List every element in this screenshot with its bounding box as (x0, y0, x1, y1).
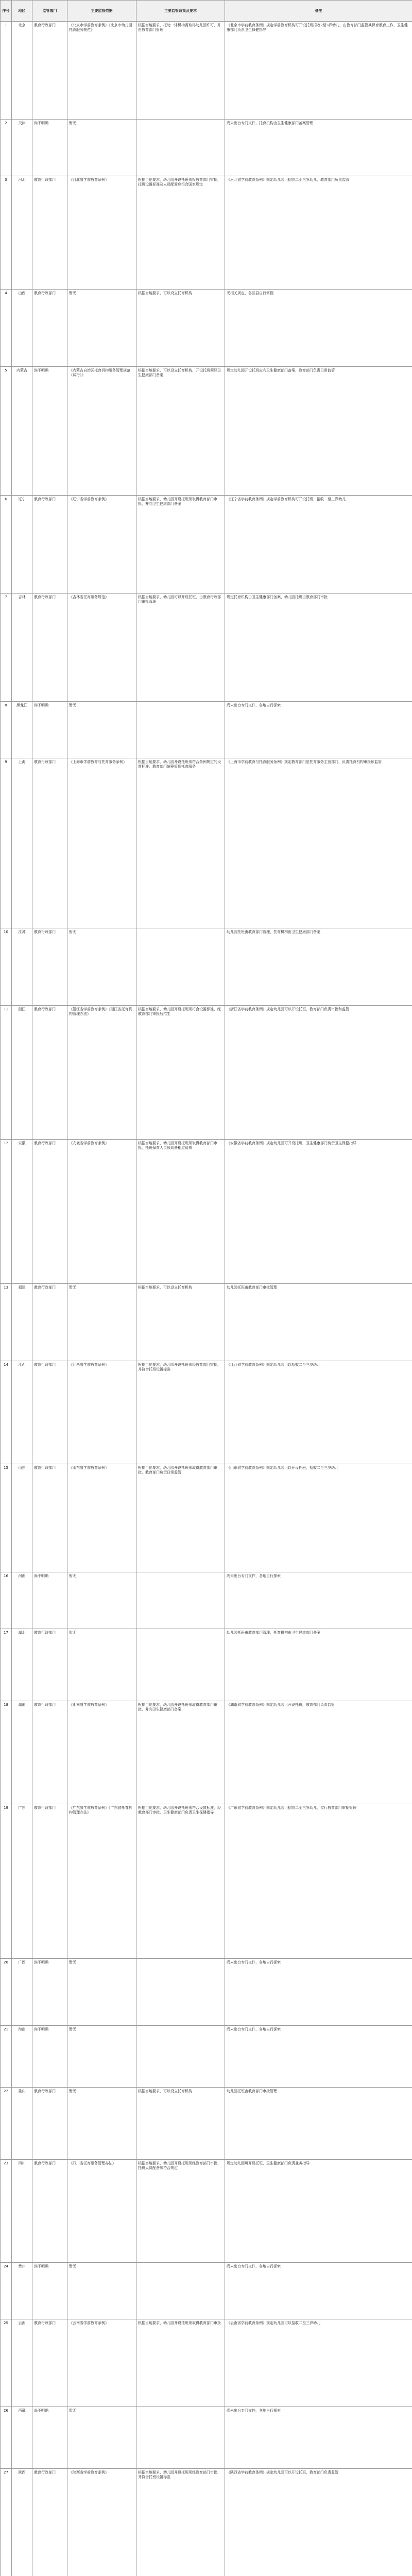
cell-dept: 尚不明确 (32, 2407, 67, 2469)
cell-region: 吉林 (12, 594, 32, 702)
cell-note: 《安徽省学前教育条例》规定幼儿园可开设托班，卫生健康部门负责卫生保健指导 (225, 1140, 412, 1284)
cell-region: 山东 (12, 1464, 32, 1572)
cell-no: 3 (1, 176, 12, 290)
cell-region: 天津 (12, 120, 32, 176)
table-row (1, 1284, 412, 1361)
cell-basis: 暂无 (67, 2026, 136, 2088)
cell-no: 26 (1, 2407, 12, 2469)
cell-policy: 根据当地要求，幼儿园开设托班须取得教育部门审批，托班保育人员须具备相应资质 (136, 1140, 225, 1284)
cell-basis: 暂无 (67, 1572, 136, 1629)
cell-note: 尚未出台专门文件，各地自行探索 (225, 2026, 412, 2088)
cell-note: 尚未出台专门文件，托育机构由卫生健康部门备案管理 (225, 120, 412, 176)
cell-policy: 根据当地要求，幼儿园开设托班须经教育部门审批，并符合托班设置标准 (136, 2469, 225, 2576)
cell-no: 10 (1, 928, 12, 1006)
table-row (1, 2026, 412, 2088)
table-row (1, 1464, 412, 1572)
cell-no: 20 (1, 1959, 12, 2026)
cell-policy (136, 702, 225, 758)
cell-policy (136, 1572, 225, 1629)
cell-no: 24 (1, 2263, 12, 2319)
cell-region: 陕西 (12, 2469, 32, 2576)
cell-policy: 根据当地要求，幼儿园开设托班须取得教育部门审批，教育部门负责日常监管 (136, 1464, 225, 1572)
cell-policy: 根据当地要求，可以设立托育机构，开设托班须经卫生健康部门备案 (136, 367, 225, 496)
cell-note: 《江西省学前教育条例》规定幼儿园可以招收二至三岁幼儿 (225, 1361, 412, 1464)
cell-dept: 教育行政部门 (32, 1701, 67, 1804)
table-row (1, 1006, 412, 1140)
cell-no: 12 (1, 1140, 12, 1284)
header-region: 地区 (12, 1, 32, 22)
cell-note: 幼儿园托班由教育部门管理，托育机构由卫生健康部门备案 (225, 1629, 412, 1701)
cell-no: 5 (1, 367, 12, 496)
cell-note: 《湖南省学前教育条例》规定幼儿园可开设托班，教育部门负责监管 (225, 1701, 412, 1804)
cell-dept: 教育行政部门 (32, 1804, 67, 1959)
cell-note: 《广东省学前教育条例》规定幼儿园可招收二至三岁幼儿，实行教育部门审批管理 (225, 1804, 412, 1959)
cell-policy (136, 1629, 225, 1701)
table-row (1, 1361, 412, 1464)
cell-region: 内蒙古 (12, 367, 32, 496)
cell-note: 无相关规定，各区县自行掌握 (225, 290, 412, 367)
cell-policy: 根据当地要求，幼儿园开设托班须取得教育部门审批 (136, 2319, 225, 2407)
cell-no: 7 (1, 594, 12, 702)
cell-no: 14 (1, 1361, 12, 1464)
cell-policy: 根据当地要求，可以设立托育机构 (136, 2088, 225, 2160)
cell-dept: 尚不明确 (32, 702, 67, 758)
cell-no: 22 (1, 2088, 12, 2160)
cell-no: 1 (1, 22, 12, 120)
cell-no: 8 (1, 702, 12, 758)
cell-dept: 教育行政部门 (32, 1140, 67, 1284)
table-row (1, 2407, 412, 2469)
header-no: 序号 (1, 1, 12, 22)
cell-dept: 教育行政部门 (32, 2469, 67, 2576)
cell-basis: 《吉林省托育服务规范》 (67, 594, 136, 702)
cell-region: 河北 (12, 176, 32, 290)
cell-policy (136, 1959, 225, 2026)
cell-region: 广东 (12, 1804, 32, 1959)
cell-no: 2 (1, 120, 12, 176)
cell-no: 16 (1, 1572, 12, 1629)
cell-dept: 尚不明确 (32, 1959, 67, 2026)
cell-region: 海南 (12, 2026, 32, 2088)
cell-note: 《云南省学前教育条例》规定幼儿园可以招收二至三岁幼儿 (225, 2319, 412, 2407)
cell-basis: 暂无 (67, 120, 136, 176)
cell-dept: 尚不明确 (32, 1572, 67, 1629)
cell-note: 《北京市学前教育条例》规定学前教育机构可开设托班招收2至3岁幼儿，由教育部门监管其保育教育工作，卫生健康部门负责卫生保健指导 (225, 22, 412, 120)
table-row (1, 1629, 412, 1701)
cell-region: 上海 (12, 758, 32, 928)
cell-dept: 尚不明确 (32, 120, 67, 176)
table-row (1, 1804, 412, 1959)
cell-basis: 《河北省学前教育条例》 (67, 176, 136, 290)
cell-no: 6 (1, 496, 12, 594)
cell-basis: 《山东省学前教育条例》 (67, 1464, 136, 1572)
cell-dept: 教育行政部门 (32, 2160, 67, 2263)
cell-basis: 《湖南省学前教育条例》 (67, 1701, 136, 1804)
table-row (1, 1140, 412, 1284)
cell-region: 辽宁 (12, 496, 32, 594)
table-row (1, 120, 412, 176)
cell-note: 规定幼儿园开设托班应向卫生健康部门备案，教育部门负责日常监管 (225, 367, 412, 496)
table-row (1, 2160, 412, 2263)
table-row (1, 2263, 412, 2319)
cell-dept: 教育行政部门 (32, 1284, 67, 1361)
cell-policy (136, 2026, 225, 2088)
cell-policy: 根据当地要求，幼儿园可以开设托班，由教育行政部门审批管理 (136, 594, 225, 702)
cell-basis: 《云南省学前教育条例》 (67, 2319, 136, 2407)
cell-region: 四川 (12, 2160, 32, 2263)
cell-policy: 根据当地要求，幼儿园开设托班须取得教育部门审批，并向卫生健康部门备案 (136, 1701, 225, 1804)
cell-note: 规定幼儿园可开设托班，卫生健康部门负责业务指导 (225, 2160, 412, 2263)
cell-region: 贵州 (12, 2263, 32, 2319)
cell-dept: 教育行政部门 (32, 2319, 67, 2407)
cell-note: 幼儿园托班由教育部门审批管理 (225, 2088, 412, 2160)
cell-basis: 暂无 (67, 290, 136, 367)
cell-basis: 暂无 (67, 702, 136, 758)
cell-policy (136, 120, 225, 176)
table-row (1, 2319, 412, 2407)
table-row (1, 928, 412, 1006)
cell-region: 江西 (12, 1361, 32, 1464)
cell-policy: 根据当地要求，幼儿园开设托班须经教育部门审批，托班人员配备须符合规定 (136, 2160, 225, 2263)
cell-note: 《山东省学前教育条例》规定幼儿园可以开设托班，招收二至三岁幼儿 (225, 1464, 412, 1572)
cell-note: 《辽宁省学前教育条例》规定学前教育机构可开设托班，招收二至三岁幼儿 (225, 496, 412, 594)
cell-region: 西藏 (12, 2407, 32, 2469)
cell-policy: 根据当地要求，幼儿园开设托班须取得教育部门审批，并向卫生健康部门备案 (136, 496, 225, 594)
cell-note: 《上海市学前教育与托育服务条例》规定教育部门是托育服务主管部门，负责托育机构审批和监管 (225, 758, 412, 928)
table-row (1, 176, 412, 290)
cell-basis: 《浙江省学前教育条例》《浙江省托育机构管理办法》 (67, 1006, 136, 1140)
cell-dept: 教育行政部门 (32, 2088, 67, 2160)
cell-policy: 根据当地要求，托幼一体机构需取得幼儿园许可，并由教育部门管理 (136, 22, 225, 120)
cell-dept: 教育行政部门 (32, 928, 67, 1006)
cell-policy: 根据当地要求，可以设立托育机构 (136, 1284, 225, 1361)
cell-region: 山西 (12, 290, 32, 367)
table-header-row (1, 1, 412, 22)
cell-note: 《浙江省学前教育条例》规定幼儿园可以开设托班，教育部门负责审批和监管 (225, 1006, 412, 1140)
cell-dept: 教育行政部门 (32, 1464, 67, 1572)
cell-dept: 教育行政部门 (32, 496, 67, 594)
cell-policy (136, 928, 225, 1006)
cell-basis: 暂无 (67, 2407, 136, 2469)
table-row (1, 1701, 412, 1804)
cell-no: 23 (1, 2160, 12, 2263)
cell-basis: 《上海市学前教育与托育服务条例》 (67, 758, 136, 928)
cell-basis: 《辽宁省学前教育条例》 (67, 496, 136, 594)
cell-basis: 暂无 (67, 1629, 136, 1701)
cell-policy (136, 2407, 225, 2469)
cell-dept: 教育行政部门 (32, 758, 67, 928)
cell-no: 27 (1, 2469, 12, 2576)
cell-region: 广西 (12, 1959, 32, 2026)
cell-dept: 教育行政部门 (32, 176, 67, 290)
table-row (1, 702, 412, 758)
cell-no: 19 (1, 1804, 12, 1959)
cell-region: 湖北 (12, 1629, 32, 1701)
cell-note: 尚未出台专门文件，各地自行探索 (225, 702, 412, 758)
table-row (1, 594, 412, 702)
cell-region: 江苏 (12, 928, 32, 1006)
cell-basis: 《江西省学前教育条例》 (67, 1361, 136, 1464)
cell-region: 安徽 (12, 1140, 32, 1284)
table-body (1, 22, 412, 2576)
cell-policy: 根据当地要求，幼儿园开设托班须符合条例规定的设置标准，教育部门统筹管理托育服务 (136, 758, 225, 928)
cell-note: 幼儿园托班由教育部门管理，托育机构由卫生健康部门备案 (225, 928, 412, 1006)
cell-no: 15 (1, 1464, 12, 1572)
cell-region: 云南 (12, 2319, 32, 2407)
cell-note: 幼儿园托班由教育部门审批管理 (225, 1284, 412, 1361)
table-row (1, 496, 412, 594)
cell-no: 25 (1, 2319, 12, 2407)
cell-note: 《河北省学前教育条例》规定幼儿园可招收二至三岁幼儿，教育部门负责监管 (225, 176, 412, 290)
cell-basis: 《广东省学前教育条例》《广东省托育机构管理办法》 (67, 1804, 136, 1959)
cell-basis: 《四川省托育服务管理办法》 (67, 2160, 136, 2263)
cell-basis: 暂无 (67, 928, 136, 1006)
cell-dept: 教育行政部门 (32, 22, 67, 120)
cell-region: 北京 (12, 22, 32, 120)
cell-region: 浙江 (12, 1006, 32, 1140)
header-policy: 主要监管政策及要求 (136, 1, 225, 22)
cell-note: 尚未出台专门文件，各地自行探索 (225, 1959, 412, 2026)
cell-no: 17 (1, 1629, 12, 1701)
cell-dept: 尚不明确 (32, 2263, 67, 2319)
cell-policy: 根据当地要求，幼儿园开设托班须报教育部门审批，托班设置标准及人员配置应符合国家规定 (136, 176, 225, 290)
cell-no: 21 (1, 2026, 12, 2088)
cell-dept: 教育行政部门 (32, 594, 67, 702)
table-row (1, 367, 412, 496)
cell-dept: 教育行政部门 (32, 1006, 67, 1140)
table-row (1, 22, 412, 120)
cell-note: 规定托育机构由卫生健康部门备案，幼儿园托班由教育部门审批 (225, 594, 412, 702)
table-row (1, 1959, 412, 2026)
cell-note: 《陕西省学前教育条例》规定幼儿园可以开设托班，教育部门负责监管 (225, 2469, 412, 2576)
cell-dept: 尚不明确 (32, 367, 67, 496)
cell-dept: 尚不明确 (32, 2026, 67, 2088)
cell-basis: 暂无 (67, 1959, 136, 2026)
table-row (1, 290, 412, 367)
cell-dept: 教育行政部门 (32, 1361, 67, 1464)
cell-policy: 根据当地要求，可以设立托育机构 (136, 290, 225, 367)
header-dept: 监管部门 (32, 1, 67, 22)
cell-dept: 教育行政部门 (32, 1629, 67, 1701)
header-note: 备注 (225, 1, 412, 22)
cell-no: 18 (1, 1701, 12, 1804)
cell-region: 湖南 (12, 1701, 32, 1804)
cell-region: 重庆 (12, 2088, 32, 2160)
cell-basis: 《安徽省学前教育条例》 (67, 1140, 136, 1284)
table-row (1, 758, 412, 928)
cell-basis: 暂无 (67, 2088, 136, 2160)
cell-region: 福建 (12, 1284, 32, 1361)
cell-dept: 教育行政部门 (32, 290, 67, 367)
cell-note: 尚未出台专门文件，各地自行探索 (225, 1572, 412, 1629)
cell-region: 河南 (12, 1572, 32, 1629)
cell-policy: 根据当地要求，幼儿园开设托班须符合设置标准，经教育部门审批后招生 (136, 1006, 225, 1140)
table-row (1, 2469, 412, 2576)
cell-no: 11 (1, 1006, 12, 1140)
header-basis: 主要监管依据 (67, 1, 136, 22)
cell-policy: 根据当地要求，幼儿园开设托班须符合设置标准，经教育部门审批，卫生健康部门负责卫生保健指导 (136, 1804, 225, 1959)
cell-no: 9 (1, 758, 12, 928)
cell-no: 13 (1, 1284, 12, 1361)
cell-policy (136, 2263, 225, 2319)
cell-region: 黑龙江 (12, 702, 32, 758)
table-row (1, 2088, 412, 2160)
cell-basis: 暂无 (67, 1284, 136, 1361)
cell-basis: 暂无 (67, 2263, 136, 2319)
cell-basis: 《内蒙古自治区托育机构服务管理规范（试行）》 (67, 367, 136, 496)
cell-note: 尚未出台专门文件，各地自行探索 (225, 2407, 412, 2469)
cell-no: 4 (1, 290, 12, 367)
cell-note: 尚未出台专门文件，各地自行探索 (225, 2263, 412, 2319)
cell-basis: 《北京市学前教育条例》《北京市幼儿园托育服务规范》 (67, 22, 136, 120)
table-row (1, 1572, 412, 1629)
cell-basis: 《陕西省学前教育条例》 (67, 2469, 136, 2576)
cell-policy: 根据当地要求，幼儿园开设托班须经教育部门审批，并符合托班设置标准 (136, 1361, 225, 1464)
